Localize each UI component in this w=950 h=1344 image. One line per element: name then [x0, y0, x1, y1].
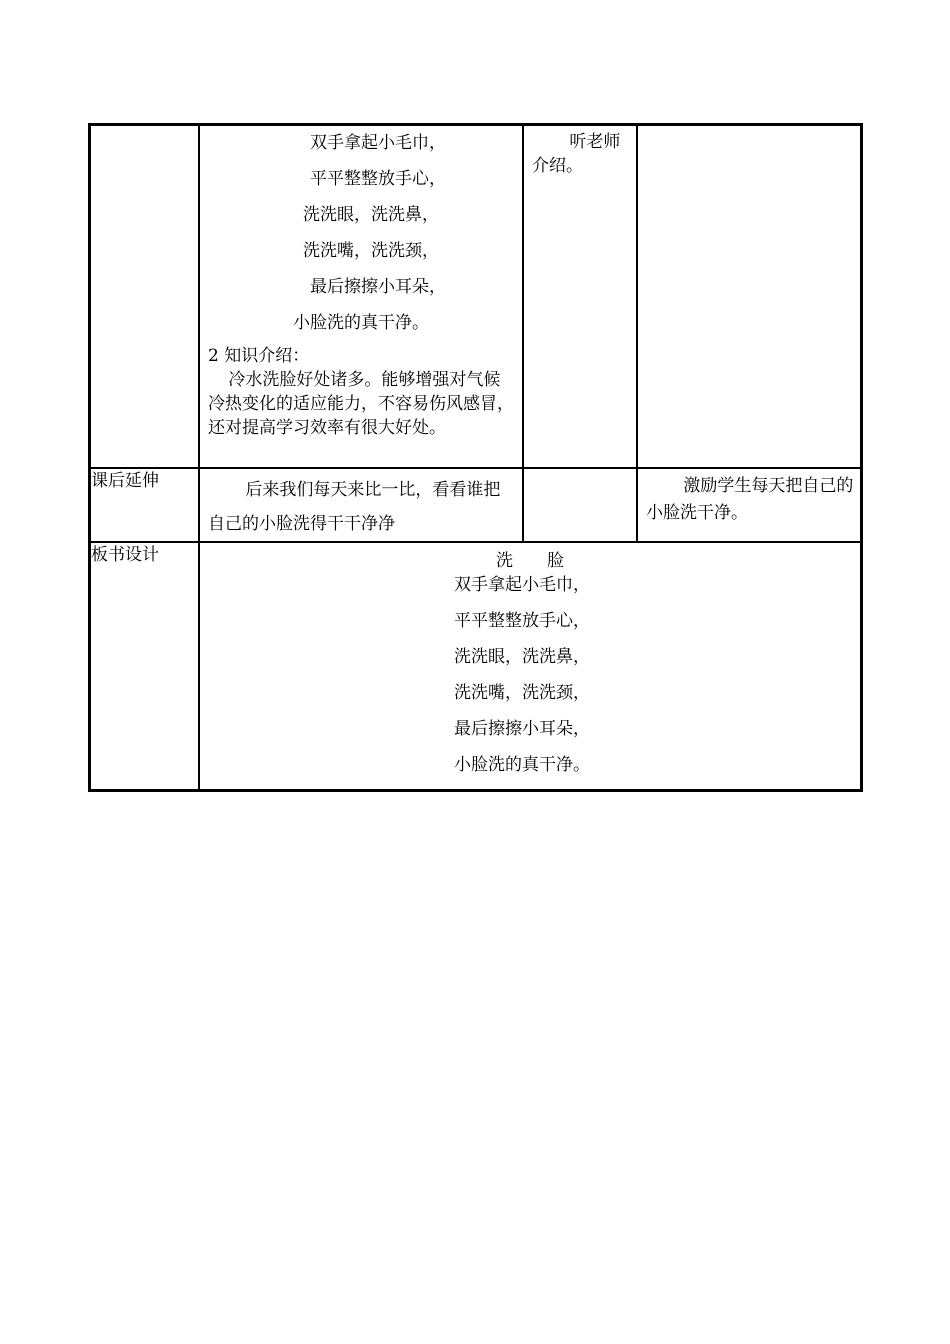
knowledge-heading: 2 知识介绍： [208, 346, 310, 366]
board-line: 小脸洗的真干净。 [454, 755, 590, 775]
row-label-cell [90, 468, 199, 542]
board-line: 平平整整放手心， [454, 611, 590, 631]
board-line: 最后擦擦小耳朵， [454, 719, 590, 739]
row-label: 课后延伸 [91, 471, 159, 491]
row-label-cell [90, 125, 199, 468]
board-line: 双手拿起小毛巾， [454, 575, 590, 595]
board-design-cell [199, 542, 861, 790]
table-row-teaching [90, 125, 861, 468]
row-label-cell [90, 542, 199, 790]
poem [200, 126, 522, 344]
student-activity-cell [523, 468, 637, 542]
row-label: 板书设计 [91, 545, 159, 565]
student-activity-text: 听老师介绍。 [532, 132, 621, 176]
extension-text: 后来我们每天来比一比，看看谁把自己的小脸洗得干干净净 [208, 480, 501, 534]
design-intent-text: 激励学生每天把自己的小脸洗干净。 [646, 476, 854, 523]
board-line: 洗洗嘴，洗洗颈， [454, 683, 590, 703]
knowledge-text: 冷水洗脸好处诸多。能够增强对气候冷热变化的适应能力，不容易伤风感冒，还对提高学习效率有很大好处。 [208, 370, 514, 438]
board-title: 洗 脸 [496, 551, 564, 571]
table-row-board [90, 542, 861, 790]
teaching-content-cell [199, 125, 523, 468]
poem-line: 双手拿起小毛巾， [310, 133, 446, 153]
poem-line: 洗洗嘴，洗洗颈， [303, 241, 439, 261]
board-line: 洗洗眼，洗洗鼻， [454, 647, 590, 667]
table-row-extension [90, 468, 861, 542]
lesson-plan-table [88, 123, 863, 792]
design-intent-cell [637, 468, 861, 542]
design-intent-cell [637, 125, 861, 468]
board-lines [454, 573, 860, 789]
poem-line: 平平整整放手心， [310, 169, 446, 189]
student-activity-cell [523, 125, 637, 468]
poem-line: 小脸洗的真干净。 [293, 313, 429, 333]
poem-line: 最后擦擦小耳朵， [310, 277, 446, 297]
extension-content-cell [199, 468, 523, 542]
poem-line: 洗洗眼，洗洗鼻， [303, 205, 439, 225]
knowledge-intro [200, 344, 522, 440]
